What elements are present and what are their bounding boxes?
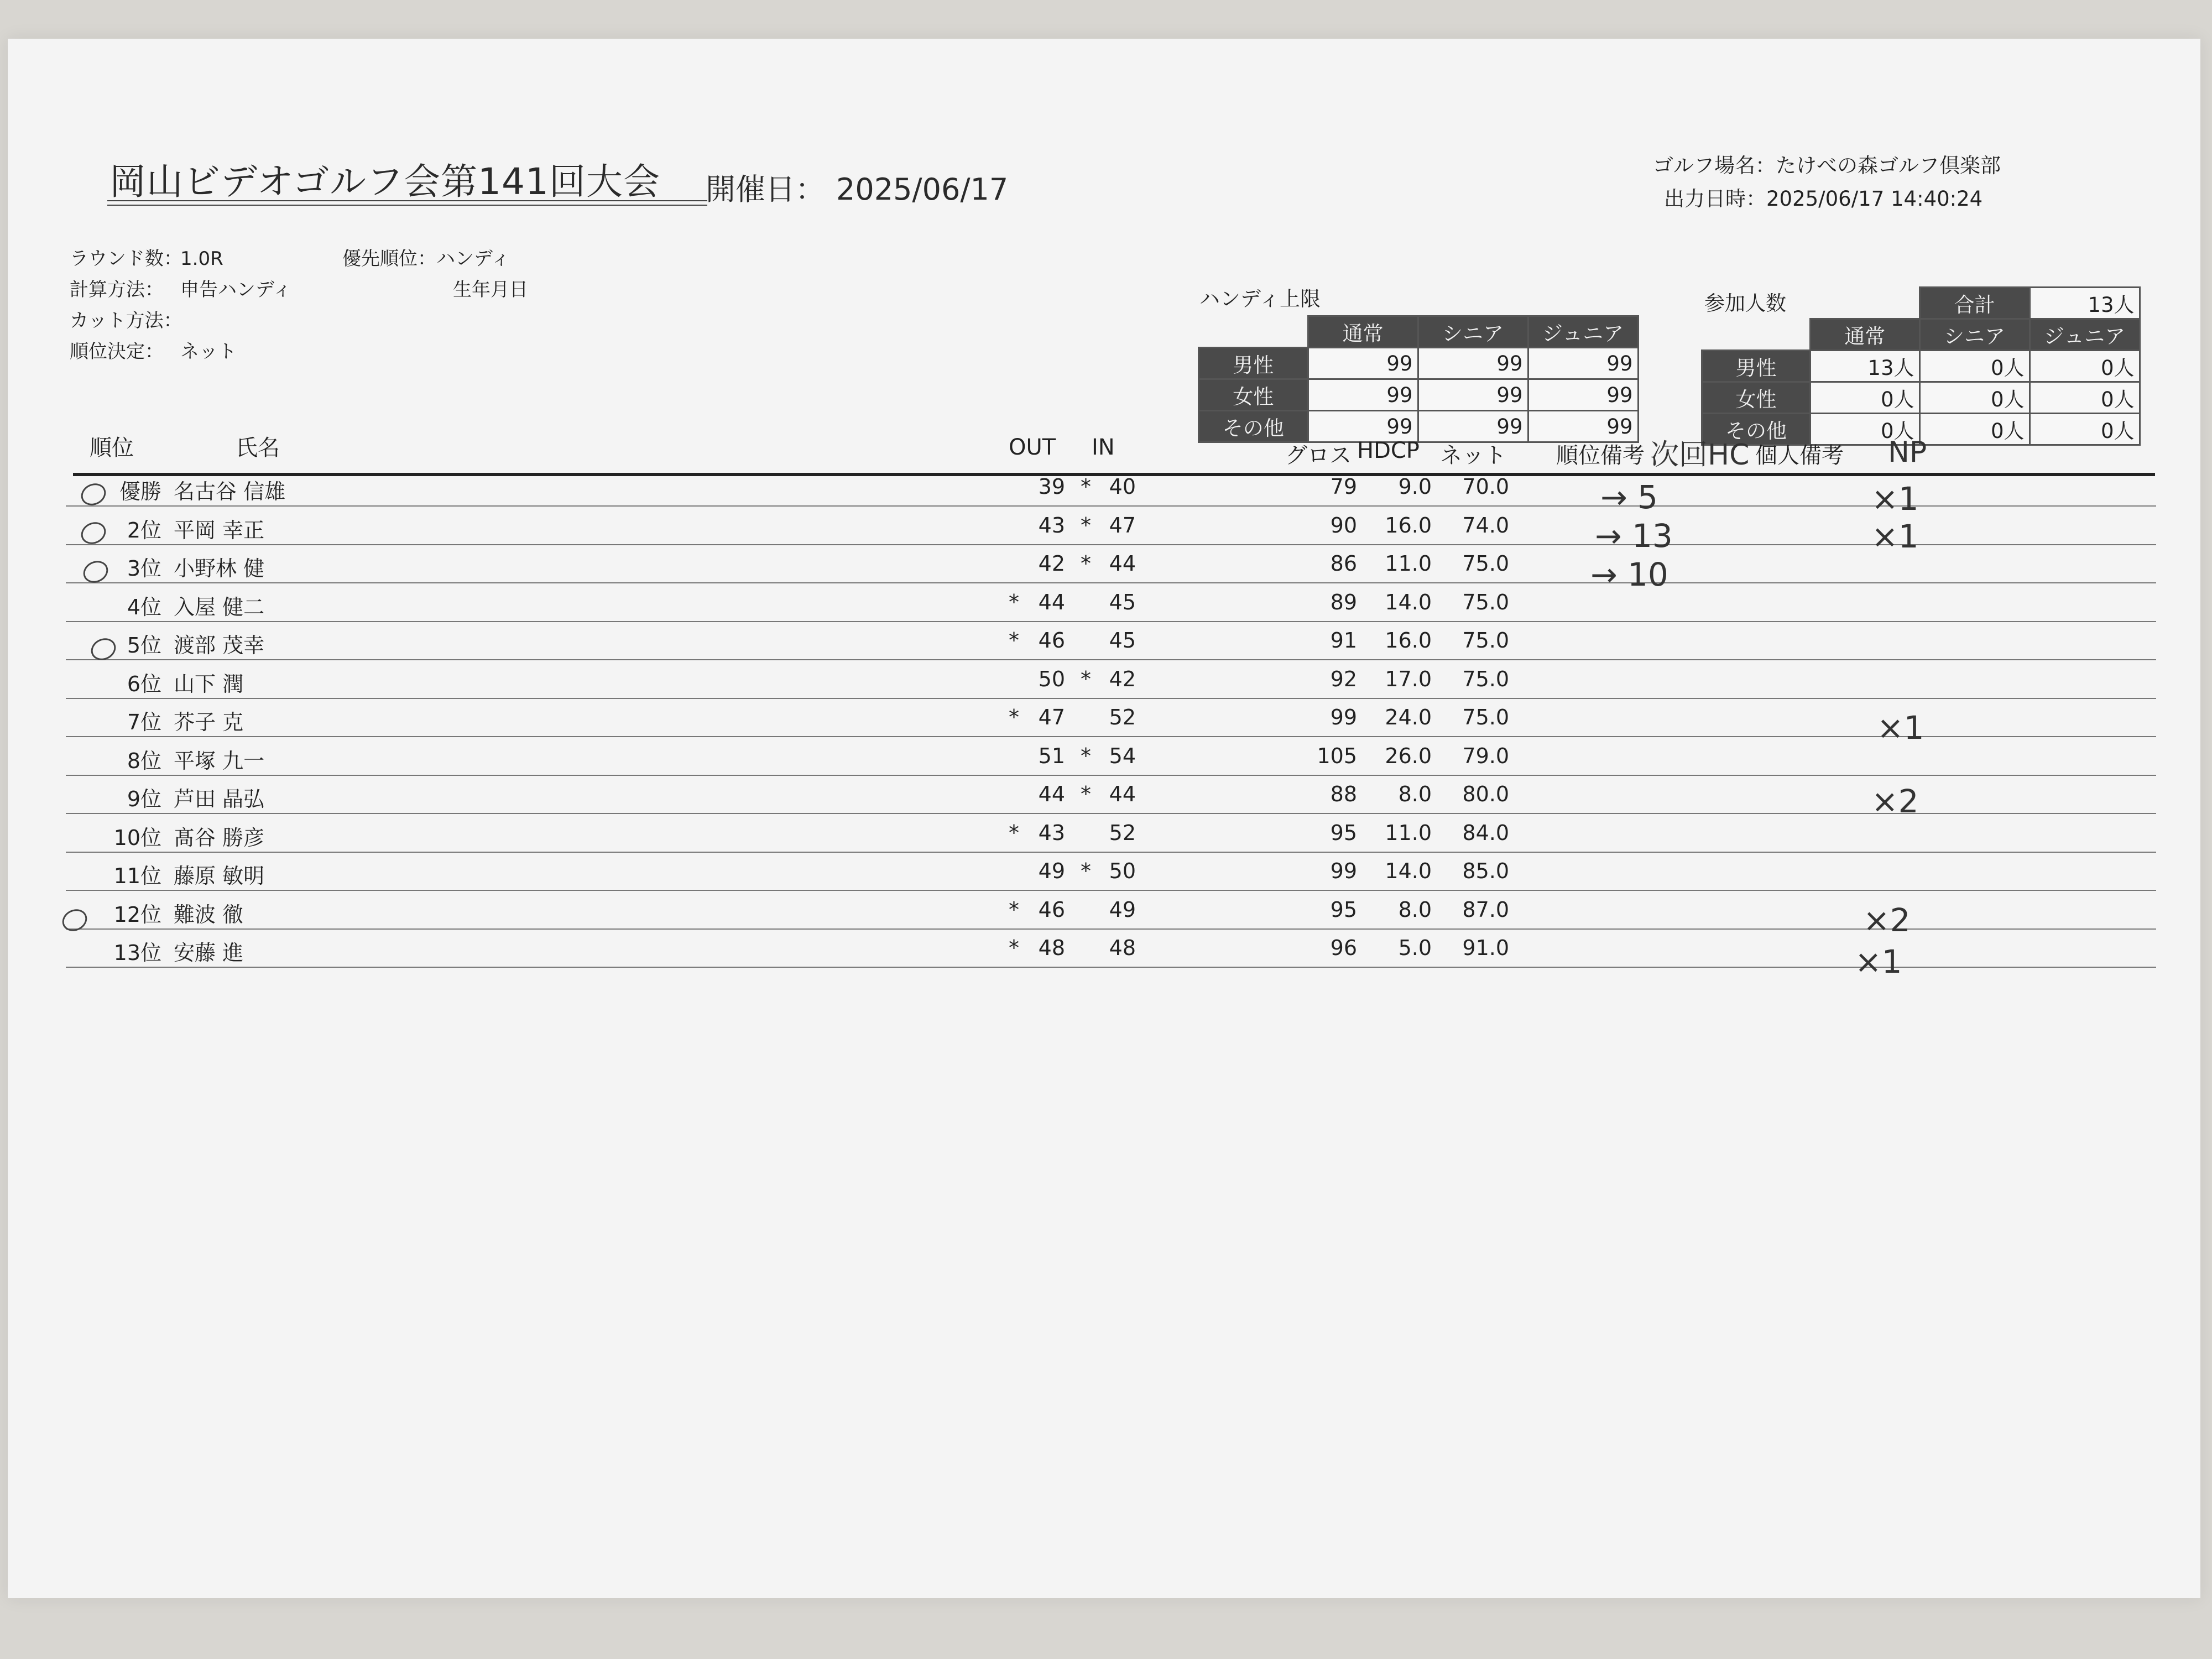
result-name: 平塚 九一 <box>174 748 265 773</box>
hc-col-senior: シニア <box>1418 316 1528 348</box>
out-best-marker: * <box>1009 589 1019 614</box>
hc-cell: 99 <box>1418 379 1528 411</box>
result-in: 47 <box>1109 513 1136 538</box>
in-best-marker: * <box>1081 513 1091 538</box>
result-rank: 優勝 <box>119 479 161 504</box>
priority-label: 優先順位： <box>342 248 436 270</box>
out-best-marker: * <box>1009 820 1019 845</box>
result-net: 75.0 <box>1462 628 1509 653</box>
result-hdcp: 9.0 <box>1398 474 1432 499</box>
hc-cell: 99 <box>1418 411 1528 442</box>
title-underline <box>107 200 707 206</box>
participants-table <box>1701 286 2141 446</box>
out-best-marker: * <box>1009 936 1019 960</box>
result-gross: 79 <box>1330 474 1357 499</box>
round-value: 1.0R <box>180 248 223 270</box>
result-gross: 92 <box>1330 666 1357 691</box>
result-out: 44 <box>1038 589 1065 614</box>
result-name: 平岡 幸正 <box>174 518 265 542</box>
table-row <box>8 620 2200 659</box>
result-net: 79.0 <box>1462 743 1509 768</box>
pc-cell: 0人 <box>1919 351 2030 382</box>
handwritten-mark: ×1 <box>1871 480 1919 518</box>
result-name: 芦田 晶弘 <box>174 787 265 811</box>
result-gross: 105 <box>1317 743 1357 768</box>
table-row <box>8 851 2200 890</box>
col-rank: 順位 <box>90 435 134 461</box>
hc-cell: 99 <box>1528 411 1638 442</box>
pc-cell: 0人 <box>1811 414 1920 445</box>
pc-row-female: 女性 <box>1702 382 1811 414</box>
pc-cell: 13人 <box>1811 351 1920 382</box>
result-hdcp: 5.0 <box>1398 936 1432 960</box>
result-out: 39 <box>1038 474 1065 499</box>
result-name: 安藤 進 <box>174 941 244 965</box>
meta-settings <box>70 243 291 367</box>
pc-cell: 0人 <box>1811 382 1920 414</box>
page-title: 岡山ビデオゴルフ会第141回大会 <box>109 160 661 203</box>
rank-decide-value: ネット <box>180 341 237 363</box>
result-out: 44 <box>1038 782 1065 806</box>
calc-value: 申告ハンディ <box>180 279 292 301</box>
result-hdcp: 17.0 <box>1385 666 1432 691</box>
handwritten-mark: ×2 <box>1863 901 1911 939</box>
row-divider <box>66 967 2156 968</box>
participants-title: 参加人数 <box>1704 291 1786 315</box>
in-best-marker: * <box>1081 666 1091 691</box>
result-out: 43 <box>1038 513 1065 538</box>
hc-cell: 99 <box>1528 379 1638 411</box>
result-in: 52 <box>1109 820 1136 845</box>
result-net: 80.0 <box>1462 782 1509 806</box>
result-gross: 96 <box>1330 936 1357 960</box>
hc-cell: 99 <box>1528 348 1638 379</box>
result-hdcp: 24.0 <box>1385 705 1432 729</box>
result-out: 42 <box>1038 551 1065 576</box>
table-row <box>8 697 2200 736</box>
hc-row-other: その他 <box>1199 411 1308 442</box>
table-row <box>8 659 2200 698</box>
col-out: OUT <box>1009 435 1056 460</box>
priority-value-1: ハンディ <box>436 248 510 270</box>
hc-cell: 99 <box>1308 411 1418 442</box>
pc-row-male: 男性 <box>1702 351 1811 382</box>
result-net: 75.0 <box>1462 705 1509 729</box>
priority-settings <box>342 243 528 305</box>
cut-label: カット方法： <box>70 310 182 332</box>
in-best-marker: * <box>1081 743 1091 768</box>
participants-total-value: 13人 <box>2030 288 2140 319</box>
handwritten-next-hc: → 13 <box>1595 517 1673 555</box>
result-in: 44 <box>1109 551 1136 576</box>
result-hdcp: 8.0 <box>1398 897 1432 922</box>
result-out: 43 <box>1038 820 1065 845</box>
handwritten-mark: ×1 <box>1877 709 1924 747</box>
col-hdcp: HDCP <box>1357 438 1420 463</box>
handwritten-next-hc: → 10 <box>1590 556 1668 593</box>
result-name: 小野林 健 <box>174 556 265 581</box>
hc-row-female: 女性 <box>1199 379 1308 411</box>
result-in: 48 <box>1109 936 1136 960</box>
result-gross: 91 <box>1330 628 1357 653</box>
result-net: 84.0 <box>1462 820 1509 845</box>
result-in: 52 <box>1109 705 1136 729</box>
handwritten-mark: ×2 <box>1871 782 1919 820</box>
event-date <box>706 166 1008 208</box>
participants-total-label: 合計 <box>1919 288 2030 319</box>
pc-row-other: その他 <box>1702 414 1811 445</box>
handicap-limit-table <box>1198 315 1639 443</box>
hc-row-male: 男性 <box>1199 348 1308 379</box>
hc-cell: 99 <box>1308 379 1418 411</box>
out-best-marker: * <box>1009 705 1019 729</box>
handwritten-next-hc: → 5 <box>1600 478 1658 516</box>
result-name: 名古谷 信雄 <box>174 479 286 504</box>
result-name: 藤原 敏明 <box>174 864 265 888</box>
result-net: 70.0 <box>1462 474 1509 499</box>
result-gross: 86 <box>1330 551 1357 576</box>
result-hdcp: 14.0 <box>1385 589 1432 614</box>
result-rank: 2位 <box>127 518 161 542</box>
result-gross: 99 <box>1330 705 1357 729</box>
result-net: 85.0 <box>1462 859 1509 883</box>
result-rank: 13位 <box>113 941 161 965</box>
output-value: 2025/06/17 14:40:24 <box>1766 187 1983 211</box>
result-in: 42 <box>1109 666 1136 691</box>
result-name: 入屋 健二 <box>174 594 265 619</box>
result-out: 51 <box>1038 743 1065 768</box>
col-name: 氏名 <box>236 435 280 461</box>
col-in: IN <box>1092 435 1115 460</box>
pc-cell: 0人 <box>2030 382 2140 414</box>
result-in: 45 <box>1109 589 1136 614</box>
in-best-marker: * <box>1081 474 1091 499</box>
pc-cell: 0人 <box>2030 414 2140 445</box>
result-net: 75.0 <box>1462 589 1509 614</box>
handwritten-next-hc-header: 次回HC <box>1650 439 1750 472</box>
hc-cell: 99 <box>1308 348 1418 379</box>
hc-col-junior: ジュニア <box>1528 316 1638 348</box>
result-out: 48 <box>1038 936 1065 960</box>
result-rank: 9位 <box>127 787 161 811</box>
result-hdcp: 11.0 <box>1385 820 1432 845</box>
pc-cell: 0人 <box>1919 382 2030 414</box>
result-hdcp: 8.0 <box>1398 782 1432 806</box>
result-out: 46 <box>1038 628 1065 653</box>
result-out: 47 <box>1038 705 1065 729</box>
result-rank: 8位 <box>127 748 161 773</box>
result-gross: 89 <box>1330 589 1357 614</box>
result-in: 44 <box>1109 782 1136 806</box>
result-hdcp: 11.0 <box>1385 551 1432 576</box>
result-net: 75.0 <box>1462 551 1509 576</box>
handwritten-np-header: NP <box>1888 436 1927 469</box>
priority-value-2: 生年月日 <box>453 279 528 301</box>
result-in: 45 <box>1109 628 1136 653</box>
result-in: 54 <box>1109 743 1136 768</box>
result-rank: 5位 <box>127 633 161 658</box>
result-net: 75.0 <box>1462 666 1509 691</box>
result-in: 49 <box>1109 897 1136 922</box>
handwritten-mark: ×1 <box>1855 943 1902 980</box>
pc-col-senior: シニア <box>1919 319 2030 351</box>
result-net: 74.0 <box>1462 513 1509 538</box>
in-best-marker: * <box>1081 551 1091 576</box>
round-label: ラウンド数： <box>70 248 182 270</box>
result-in: 40 <box>1109 474 1136 499</box>
hc-col-regular: 通常 <box>1308 316 1418 348</box>
result-rank: 3位 <box>127 556 161 581</box>
result-net: 91.0 <box>1462 936 1509 960</box>
result-hdcp: 16.0 <box>1385 628 1432 653</box>
result-gross: 90 <box>1330 513 1357 538</box>
result-in: 50 <box>1109 859 1136 883</box>
in-best-marker: * <box>1081 782 1091 806</box>
result-rank: 12位 <box>113 902 161 927</box>
venue-label: ゴルフ場名： <box>1653 154 1776 178</box>
result-out: 50 <box>1038 666 1065 691</box>
table-row <box>8 736 2200 775</box>
rank-decide-label: 順位決定： <box>70 341 164 363</box>
calc-label: 計算方法： <box>70 279 164 301</box>
result-out: 49 <box>1038 859 1065 883</box>
printed-sheet <box>8 39 2200 1598</box>
out-best-marker: * <box>1009 628 1019 653</box>
output-label: 出力日時： <box>1664 187 1766 211</box>
col-net: ネット <box>1440 443 1506 468</box>
venue-value: たけべの森ゴルフ倶楽部 <box>1776 154 2001 178</box>
result-net: 87.0 <box>1462 897 1509 922</box>
result-out: 46 <box>1038 897 1065 922</box>
in-best-marker: * <box>1081 859 1091 883</box>
handicap-limit-title: ハンディ上限 <box>1199 287 1321 311</box>
event-date-label: 開催日： <box>706 172 825 207</box>
handwritten-mark: ×1 <box>1871 518 1919 555</box>
result-rank: 4位 <box>127 594 161 619</box>
pc-cell: 0人 <box>2030 351 2140 382</box>
result-gross: 95 <box>1330 897 1357 922</box>
result-hdcp: 14.0 <box>1385 859 1432 883</box>
pc-col-regular: 通常 <box>1811 319 1920 351</box>
result-name: 山下 潤 <box>174 671 244 696</box>
col-rank-note: 順位備考 <box>1556 443 1645 468</box>
pc-col-junior: ジュニア <box>2030 319 2140 351</box>
result-name: 髙谷 勝彦 <box>174 825 265 850</box>
venue-info <box>1653 149 2001 216</box>
result-rank: 7位 <box>127 710 161 734</box>
result-rank: 10位 <box>113 825 161 850</box>
result-gross: 99 <box>1330 859 1357 883</box>
result-name: 渡部 茂幸 <box>174 633 265 658</box>
result-hdcp: 16.0 <box>1385 513 1432 538</box>
result-rank: 11位 <box>113 864 161 888</box>
result-name: 難波 徹 <box>174 902 244 927</box>
pc-cell: 0人 <box>1919 414 2030 445</box>
result-name: 芥子 克 <box>174 710 244 734</box>
result-gross: 88 <box>1330 782 1357 806</box>
col-gross: グロス <box>1285 443 1352 468</box>
table-row <box>8 582 2200 621</box>
event-date-value: 2025/06/17 <box>836 172 1009 207</box>
result-hdcp: 26.0 <box>1385 743 1432 768</box>
out-best-marker: * <box>1009 897 1019 922</box>
result-rank: 6位 <box>127 671 161 696</box>
result-gross: 95 <box>1330 820 1357 845</box>
col-personal-note: 個人備考 <box>1755 443 1844 468</box>
hc-cell: 99 <box>1418 348 1528 379</box>
